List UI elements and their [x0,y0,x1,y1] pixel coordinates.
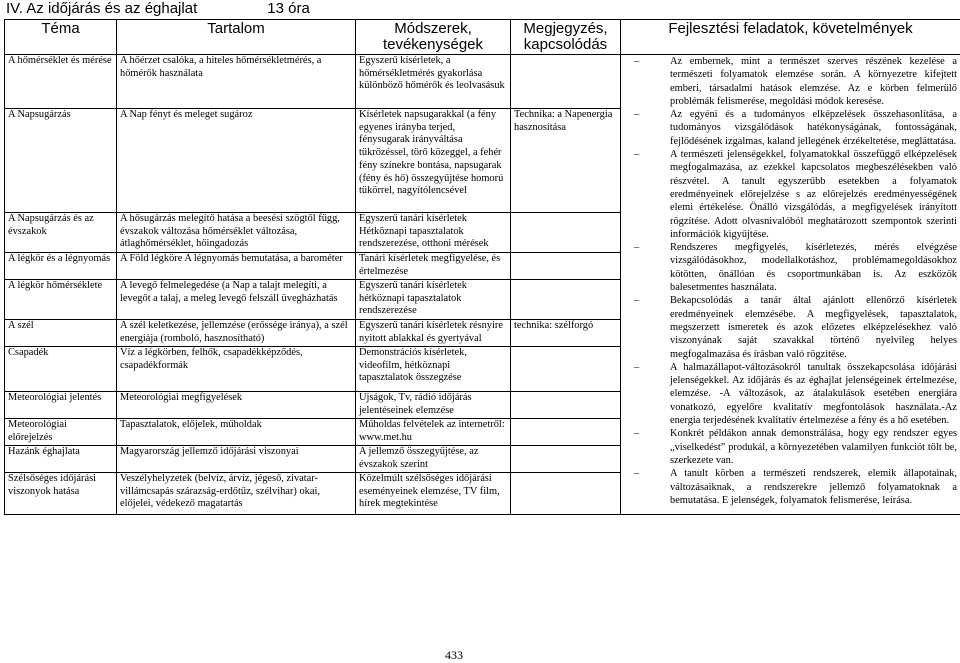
list-item-text: Az egyéni és a tudományos elképzelések összehasonlítása, a tudományos vizsgálódások hatékonyságának, fontosságának, fejlődésének izgalmas, kaland jellegének érzékeltetése, megláttatása. [670,109,957,147]
list-item-text: Rendszeres megfigyelés, kísérletezés, mérés elvégzése vizsgálódásokhoz, modellalkotáshoz, problémamegoldásokhoz kötötten, önállóan és csoportmunkában is. Az eszközök balesetmentes használata. [670,242,957,294]
cell-megjegyzes [511,419,621,446]
cell-megjegyzes [511,55,621,109]
cell-modszerek: A jellemző összegyűjtése, az évszakok szerint [356,446,511,473]
document-title: IV. Az időjárás és az éghajlat [6,0,198,17]
header-modszerek: Módszerek, tevékenységek [356,20,511,55]
dash-bullet-icon: – [634,56,640,67]
header-tema: Téma [5,20,117,55]
list-item [624,55,957,108]
cell-modszerek: Egyszerű tanári kísérletek résnyire nyitott ablakkal és gyertyával [356,320,511,347]
cell-tema: Hazánk éghajlata [5,446,117,473]
dash-bullet-icon: – [634,468,640,480]
list-item [624,241,957,294]
cell-tema: Csapadék [5,347,117,392]
cell-tartalom: A szél keletkezése, jellemzése (erőssége iránya), a szél energiája (romboló, hasznosítható) [117,320,356,347]
header-row [5,20,960,55]
dash-bullet-icon: – [634,109,640,121]
list-item-text: Konkrét példákon annak demonstrálása, hogy egy rendszer egyes „viselkedést” produkál, a környezetében valamilyen funkciót tölt be, szerkezete van. [670,428,957,466]
cell-tartalom: Magyarország jellemző időjárási viszonyai [117,446,356,473]
list-item [624,148,957,241]
curriculum-table [4,19,960,515]
hours-label: 13 óra [267,0,310,17]
cell-tartalom: A hőérzet csalóka, a hiteles hőmérsékletmérés, a hőmérők használata [117,55,356,109]
cell-modszerek: Demonstrációs kísérletek, videofilm, hétköznapi tapasztalatok összegzése [356,347,511,392]
cell-modszerek: Egyszerű kísérletek, a hőmérsékletmérés gyakorlása különböző hőmérők és leolvasásuk [356,55,511,109]
list-item-text: A tanult körben a természeti rendszerek, elemik állapotainak, változásaiknak, a rendszerekre jellemző folyamatoknak a bemutatása. E jelenségek, folyamatok felismerése, leírása. [670,468,957,506]
cell-megjegyzes [511,446,621,473]
list-item-text: A természeti jelenségekkel, folyamatokkal összefüggő elképzelések megfogalmazása, az ezekkel kapcsolatos megbeszélésekben való részvétel. A tanult egyszerűbb esetekben a folyamatok eredményeinek előrejelzése s az előrejelzés eredményességének elemi értékelése. Önálló vizsgálódás, a megfigyelések irányított rögzítése. Adott olvasnivalóból meghatározott szempontok szerinti információk kigyűjtése. [670,149,957,240]
cell-tema: A légkör hőmérséklete [5,280,117,320]
list-item [624,294,957,360]
list-item-text: Az embernek, mint a természet szerves részének kezelése a természeti folyamatok elemzése során. A környezetre kifejtett emberi, társadalmi hatások elemzése. Az e körben felmerülő problémák felismerése, megoldási módok keresése. [670,56,957,107]
list-item-text: Bekapcsolódás a tanár által ajánlott ellenőrző kísérletek eredményeinek elemzésébe. A megfigyelések, tapasztalatok, megszerzett ismeretek és azok előzetes elképzelésekhez való viszonyának saját szavakkal történő nyelvileg helyes megfogalmazása és írásban való rögzítése. [670,295,957,360]
cell-tema: Szélsőséges időjárási viszonyok hatása [5,473,117,515]
cell-megjegyzes [511,253,621,280]
cell-tema: A légkör és a légnyomás [5,253,117,280]
cell-tartalom: Tapasztalatok, előjelek, műholdak [117,419,356,446]
cell-megjegyzes [511,280,621,320]
list-item [624,361,957,427]
cell-tartalom: Veszélyhelyzetek (belvíz, árvíz, jégeső, zivatar-villámcsapás szárazság-erdőtűz, szélvihar) okai, előjelei, védekező magatartás [117,473,356,515]
cell-tartalom: A Föld légköre A légnyomás bemutatása, a barométer [117,253,356,280]
cell-megjegyzes: Technika: a Napenergia hasznosítása [511,109,621,213]
dash-bullet-icon: – [634,295,640,307]
cell-tema: Meteorológiai előrejelzés [5,419,117,446]
header-tartalom: Tartalom [117,20,356,55]
header-megjegyzes: Megjegyzés, kapcsolódás [511,20,621,55]
cell-modszerek: Kísérletek napsugarakkal (a fény egyenes irányba terjed, fénysugarak irányváltása tükrözéssel, törő közeggel, a fehér fény színekre bontása, napsugarak (fény és hő) összegyűjtése homorú tükörrel, nagyítólencsével [356,109,511,213]
cell-tema: Meteorológiai jelentés [5,392,117,419]
dash-bullet-icon: – [634,361,640,373]
table-row [5,55,960,109]
dash-bullet-icon: – [634,428,640,440]
cell-modszerek: Egyszerű tanári kísérletek hétköznapi tapasztalatok rendszerezése [356,280,511,320]
dash-bullet-icon: – [634,242,640,254]
fejlesztesi-list [624,55,957,507]
header-fejlesztesi: Fejlesztési feladatok, követelmények [621,20,960,55]
page-number: 433 [445,648,463,662]
cell-megjegyzes [511,473,621,515]
cell-modszerek: Műholdas felvételek az internetről: www.met.hu [356,419,511,446]
cell-tema: A szél [5,320,117,347]
list-item [624,427,957,467]
cell-tartalom: A levegő felmelegedése (a Nap a talajt melegíti, a levegőt a talaj, a meleg levegő felszáll üvegházhatás [117,280,356,320]
cell-megjegyzes [511,347,621,392]
fejlesztesi-cell [621,55,960,515]
cell-tartalom: A Nap fényt és meleget sugároz [117,109,356,213]
cell-tema: A Napsugárzás [5,109,117,213]
list-item [624,467,957,507]
cell-tartalom: Víz a légkörben, felhők, csapadékképződés, csapadékformák [117,347,356,392]
cell-tartalom: A hősugárzás melegítő hatása a beesési szögtől függ, évszakok változása hőmérséklet változása, átlaghőmérséklet, hőingadozás [117,213,356,253]
cell-megjegyzes: technika: szélforgó [511,320,621,347]
list-item-text: A halmazállapot-változásokról tanultak összekapcsolása időjárási jelenségekkel. Az időjárás és az éghajlat jelenségeinek értelmezése, elemzése. -A változások, az átalakulások esetében energiára vonatkozó, egyelőre kvalitatív megfontolások használata.-Az energia terjedésének kvalitatív értelmezése a fény és a hő esetében. [670,361,957,427]
cell-modszerek: Tanári kísérletek megfigyelése, és értelmezése [356,253,511,280]
cell-megjegyzes [511,392,621,419]
cell-modszerek: Egyszerű tanári kísérletek Hétköznapi tapasztalatok rendszerezése, otthoni mérések [356,213,511,253]
cell-tartalom: Meteorológiai megfigyelések [117,392,356,419]
document-title-line [6,0,310,17]
cell-modszerek: Közelmúlt szélsőséges időjárási eseményeinek elemzése, TV film, hírek megtekintése [356,473,511,515]
cell-megjegyzes [511,213,621,253]
cell-tema: A hőmérséklet és mérése [5,55,117,109]
dash-bullet-icon: – [634,149,640,161]
cell-tema: A Napsugárzás és az évszakok [5,213,117,253]
cell-modszerek: Újságok, Tv, rádió időjárás jelentéseinek elemzése [356,392,511,419]
list-item [624,108,957,148]
